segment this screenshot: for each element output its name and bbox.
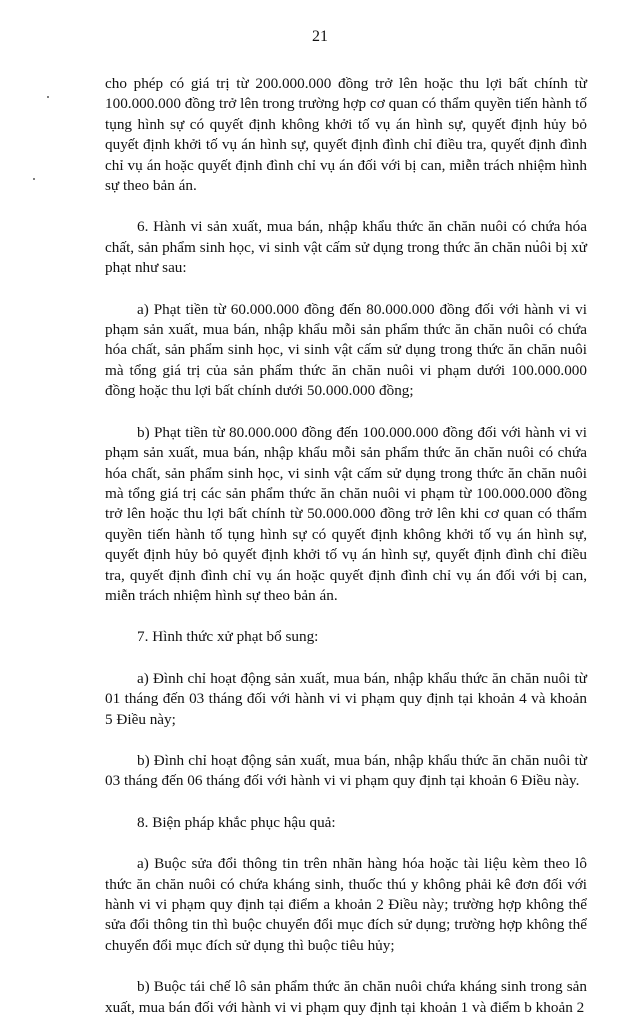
paragraph-clause-6a: a) Phạt tiền từ 60.000.000 đồng đến 80.000.000 đồng đối với hành vi vi phạm sản xuất, mua bán, nhập khẩu mỗi sản phẩm thức ăn chăn nuôi có chứa hóa chất, sản phẩm sinh học, vi sinh vật cấm sử dụng trong thức ăn chăn nuôi mà tổng giá trị của sản phẩm thức ăn chăn nuôi vi phạm dưới 100.000.000 đồng hoặc thu lợi bất chính dưới 50.000.000 đồng; [105,300,587,400]
paragraph-clause-6b: b) Phạt tiền từ 80.000.000 đồng đến 100.000.000 đồng đối với hành vi vi phạm sản xuất, mua bán, nhập khẩu mỗi sản phẩm thức ăn chăn nuôi có chứa hóa chất, sản phẩm sinh học, vi sinh vật cấm sử dụng trong thức ăn chăn nuôi mà tổng giá trị các sản phẩm thức ăn chăn nuôi vi phạm từ 100.000.000 đồng trở lên hoặc thu lợi bất chính từ 50.000.000 đồng trở lên khi cơ quan có thẩm quyền tiến hành tố tụng hình sự có quyết định không khởi tố vụ án hình sự, quyết định hủy bỏ quyết định khởi tố vụ án hình sự, quyết định đình chỉ điều tra, quyết định đình chỉ vụ án hoặc quyết định đình chỉ vụ án đối với bị can, miễn trách nhiệm hình sự theo bản án. [105,423,587,604]
page-number: 21 [312,28,328,45]
paragraph-clause-8a: a) Buộc sửa đổi thông tin trên nhãn hàng hóa hoặc tài liệu kèm theo lô thức ăn chăn nuôi có chứa kháng sinh, thuốc thú y không phải kê đơn đối với hành vi vi phạm quy định tại điểm a khoản 2 Điều này; trường hợp không thể sửa đổi thông tin thì buộc chuyển đổi mục đích sử dụng; trường hợp không thể chuyển đổi mục đích sử dụng thì buộc tiêu hủy; [105,855,587,954]
paragraph-clause-8b: b) Buộc tái chế lô sản phẩm thức ăn chăn nuôi chứa kháng sinh trong sản xuất, mua bán đối với hành vi vi phạm quy định tại khoản 1 và điểm b khoản 2 [105,978,587,1016]
paragraph-clause-7: 7. Hình thức xử phạt bổ sung: [137,628,319,646]
paragraph-clause-8: 8. Biện pháp khắc phục hậu quả: [137,813,336,831]
paragraph-continuation: cho phép có giá trị từ 200.000.000 đồng trở lên hoặc thu lợi bất chính từ 100.000.000 đồng trở lên trong trường hợp cơ quan có thẩm quyền tiến hành tố tụng hình sự có quyết định không khởi tố vụ án hình sự, quyết định hủy bỏ quyết định khởi tố vụ án hình sự, quyết định đình chỉ điều tra, quyết định đình chỉ vụ án hoặc quyết định đình chỉ vụ án đối với bị can, miễn trách nhiệm hình sự theo bản án. [105,75,587,195]
scan-speck [33,178,35,180]
paragraph-clause-7b: b) Đình chỉ hoạt động sản xuất, mua bán, nhập khẩu thức ăn chăn nuôi từ 03 tháng đến 06 tháng đối với hành vi vi phạm quy định tại khoản 6 Điều này. [105,751,587,790]
paragraph-clause-7a: a) Đình chỉ hoạt động sản xuất, mua bán, nhập khẩu thức ăn chăn nuôi từ 01 tháng đến 03 tháng đối với hành vi vi phạm quy định tại khoản 4 và khoản 5 Điều này; [105,669,587,728]
paragraph-clause-6: 6. Hành vi sản xuất, mua bán, nhập khẩu thức ăn chăn nuôi có chứa hóa chất, sản phẩm sinh học, vi sinh vật cấm sử dụng trong thức ăn chăn nuôi bị xử phạt như sau: [105,218,587,277]
document-body [105,74,587,1018]
scan-speck [47,96,49,98]
